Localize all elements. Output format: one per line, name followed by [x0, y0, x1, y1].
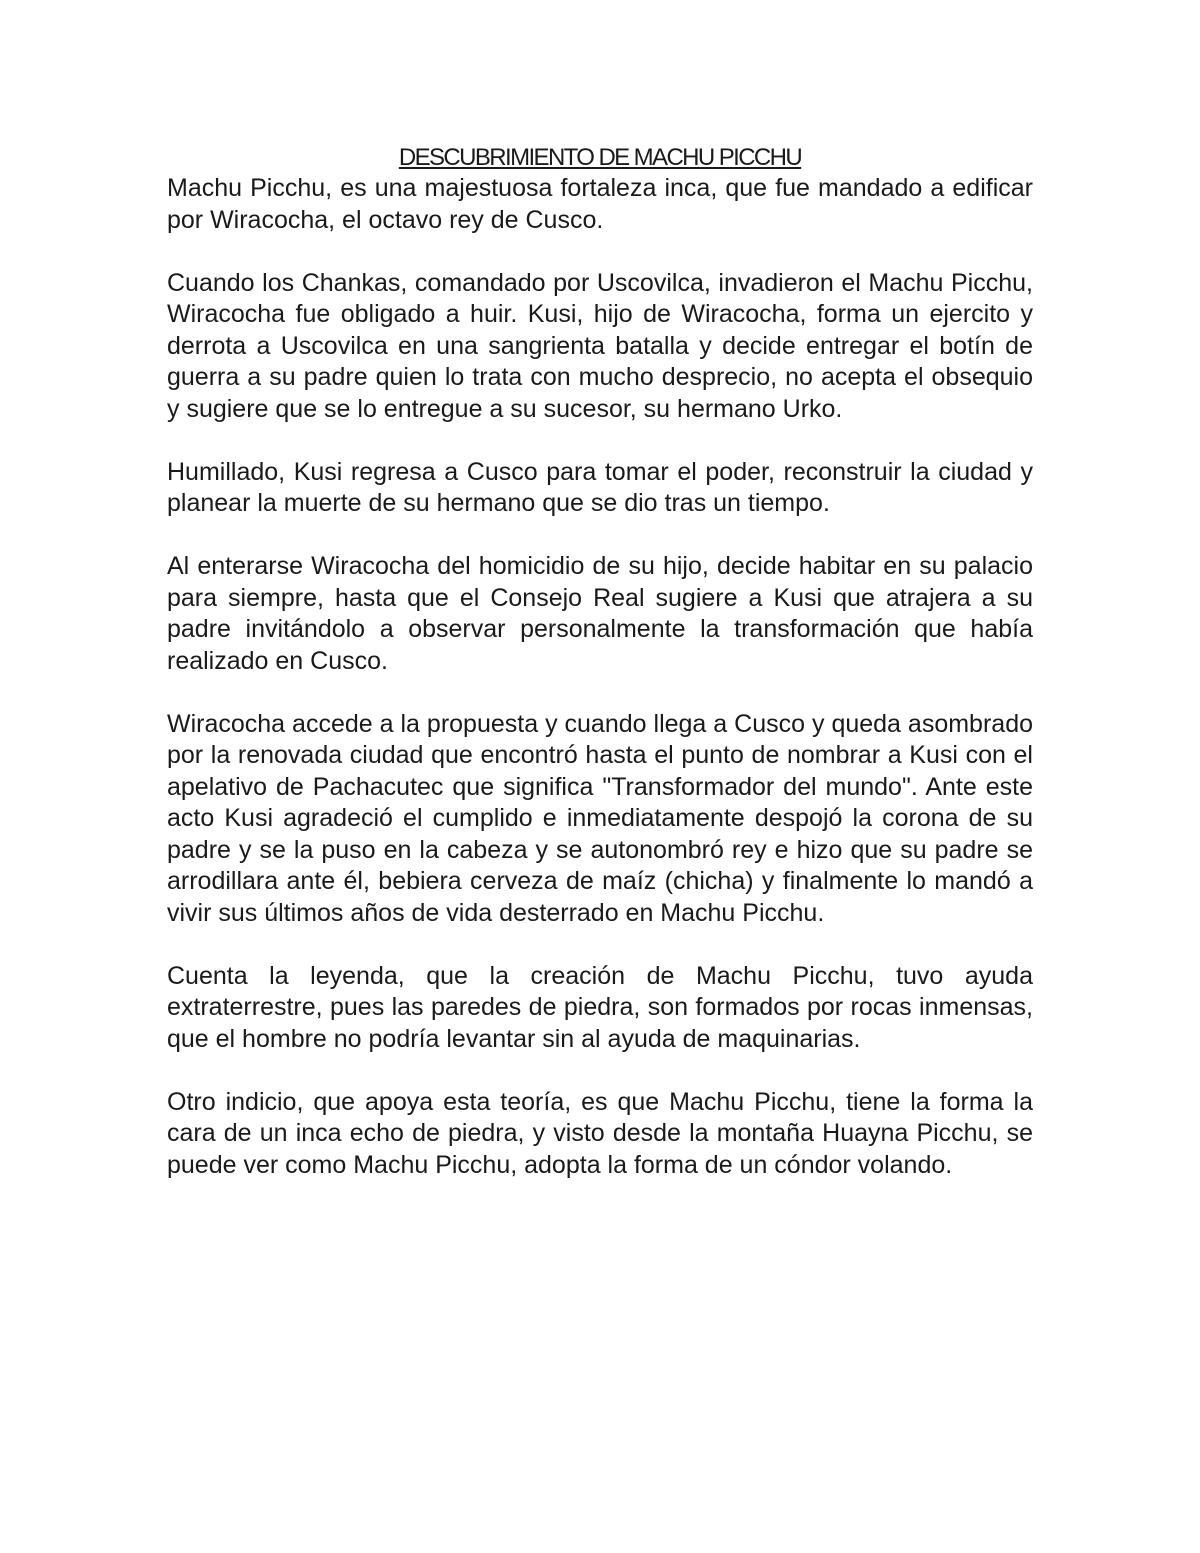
paragraph-pachacutec: Wiracocha accede a la propuesta y cuando llega a Cusco y queda asombrado por la renovada ciudad que encontró hasta el punto de nombrar a Kusi con el apelativo de Pachacutec que significa "Transformador del mundo". Ante este acto Kusi agradeció el cumplido e inmediatamente despojó la corona de su padre y se la puso en la cabeza y se autonombró rey e hizo que su padre se arrodillara ante él, bebiera cerveza de maíz (chicha) y finalmente lo mandó a vivir sus últimos años de vida desterrado en Machu Picchu. — [167, 709, 1033, 927]
paragraph-intro: Machu Picchu, es una majestuosa fortaleza inca, que fue mandado a edificar por Wiracocha, el octavo rey de Cusco. — [167, 174, 1033, 234]
paragraph-otro-indicio: Otro indicio, que apoya esta teoría, es que Machu Picchu, tiene la forma la cara de un inca echo de piedra, y visto desde la montaña Huayna Picchu, se puede ver como Machu Picchu, adopta la forma de un cóndor volando. — [167, 1087, 1033, 1179]
paragraph-chankas-invasion: Cuando los Chankas, comandado por Uscovilca, invadieron el Machu Picchu, Wiracocha fue obligado a huir. Kusi, hijo de Wiracocha, forma un ejercito y derrota a Uscovilca en una sangrienta batalla y decide entregar el botín de guerra a su padre quien lo trata con mucho desprecio, no acepta el obsequio y sugiere que se lo entregue a su sucesor, su hermano Urko. — [167, 268, 1033, 423]
document-title: DESCUBRIMIENTO DE MACHU PICCHU — [398, 144, 802, 171]
document-body — [167, 142, 1033, 1181]
paragraph-leyenda: Cuenta la leyenda, que la creación de Machu Picchu, tuvo ayuda extraterrestre, pues las paredes de piedra, son formados por rocas inmensas, que el hombre no podría levantar sin al ayuda de maquinarias. — [167, 961, 1033, 1053]
paragraph-consejo-real: Al enterarse Wiracocha del homicidio de su hijo, decide habitar en su palacio para siempre, hasta que el Consejo Real sugiere a Kusi que atrajera a su padre invitándolo a observar personalmente la transformación que había realizado en Cusco. — [167, 552, 1033, 675]
paragraph-kusi-returns: Humillado, Kusi regresa a Cusco para tomar el poder, reconstruir la ciudad y planear la muerte de su hermano que se dio tras un tiempo. — [167, 457, 1033, 517]
